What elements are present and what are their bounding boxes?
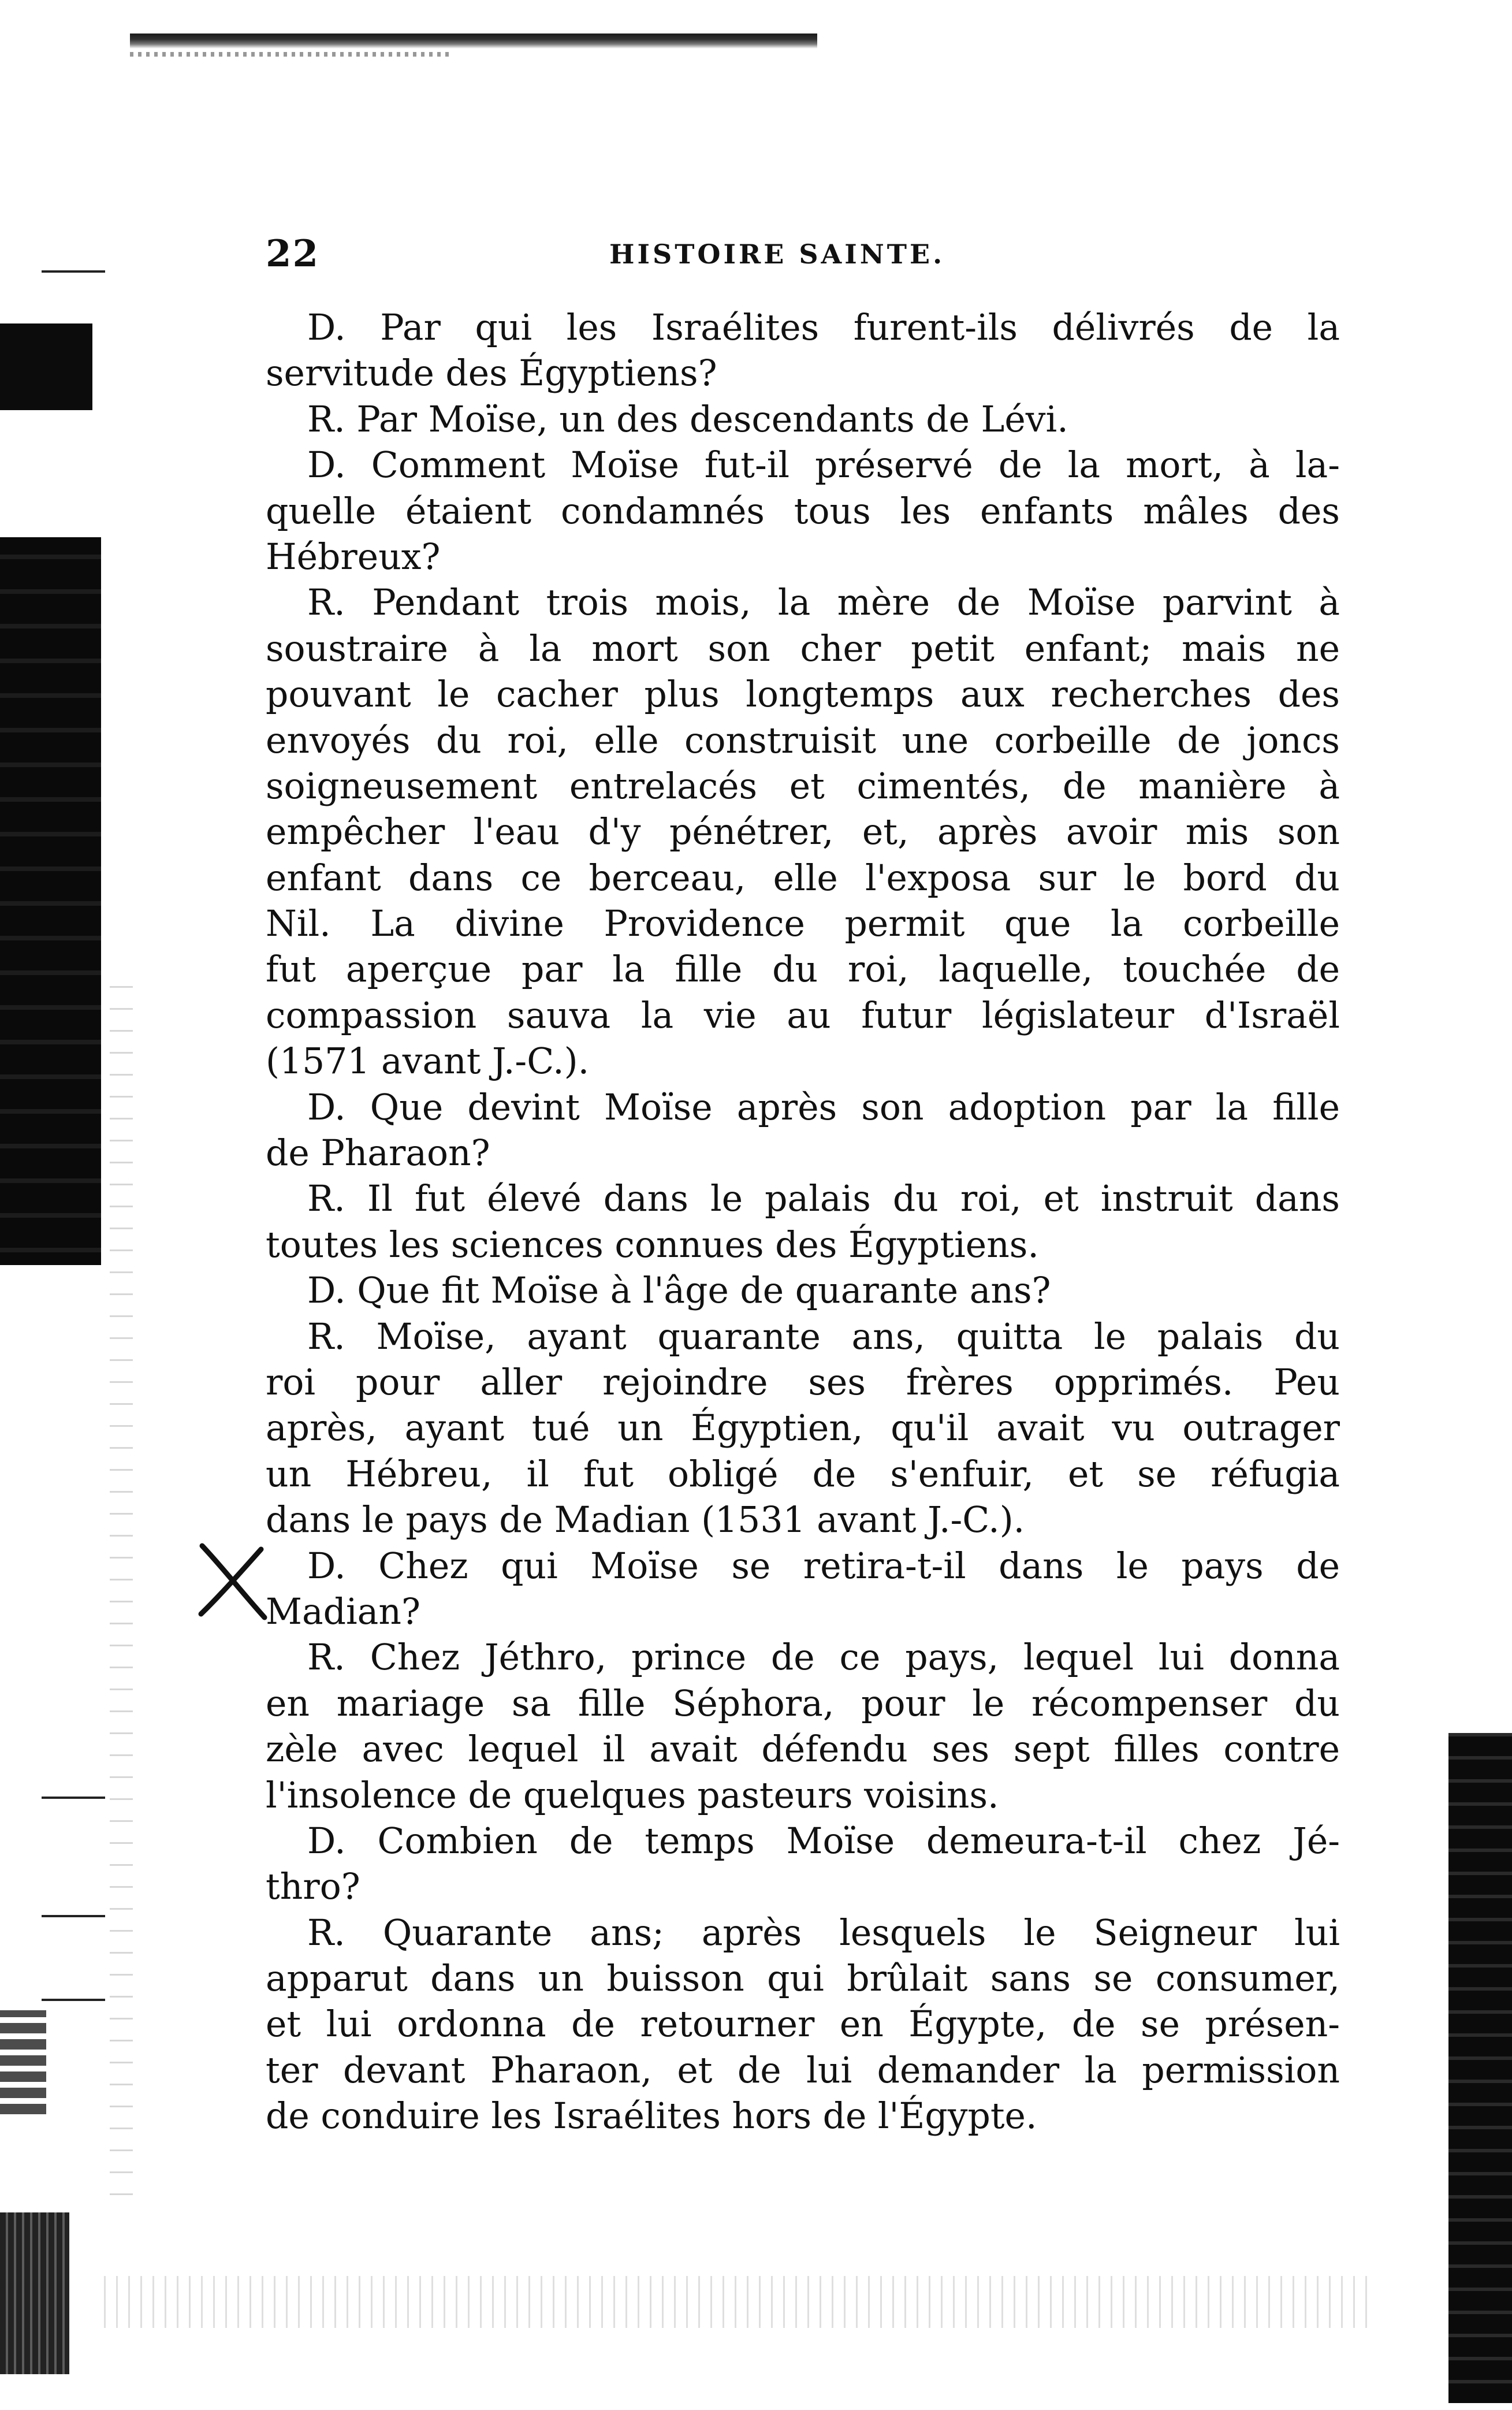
margin-rule bbox=[42, 1999, 105, 2001]
page-body-text bbox=[266, 305, 1340, 2140]
margin-rule bbox=[42, 1915, 105, 1917]
text-line: (1571 avant J.-C.). bbox=[266, 1040, 590, 1083]
text-line: apparut dans un buisson qui brûlait sans se consumer, bbox=[266, 1958, 1340, 2000]
text-line: D. Combien de temps Moïse demeura-t-il chez Jé- bbox=[307, 1820, 1340, 1862]
text-line: D. Que fit Moïse à l'âge de quarante ans? bbox=[307, 1270, 1051, 1312]
text-line: en mariage sa fille Séphora, pour le récompenser du bbox=[266, 1682, 1340, 1724]
text-line: R. Par Moïse, un des descendants de Lévi. bbox=[307, 398, 1068, 440]
page-number: 22 bbox=[266, 232, 320, 276]
text-line: soigneusement entrelacés et cimentés, de manière à bbox=[266, 765, 1340, 807]
binding-shadow-bottom bbox=[0, 2212, 69, 2374]
text-line: l'insolence de quelques pasteurs voisins. bbox=[266, 1774, 999, 1816]
text-line: après, ayant tué un Égyptien, qu'il avait vu outrager bbox=[266, 1407, 1340, 1449]
text-line: servitude des Égyptiens? bbox=[266, 352, 717, 395]
text-line: R. Chez Jéthro, prince de ce pays, lequel lui donna bbox=[307, 1637, 1340, 1679]
text-line: thro? bbox=[266, 1866, 360, 1908]
text-line: zèle avec lequel il avait défendu ses sept filles contre bbox=[266, 1728, 1340, 1771]
text-line: D. Par qui les Israélites furent-ils délivrés de la bbox=[307, 307, 1340, 348]
text-line: un Hébreu, il fut obligé de s'enfuir, et se réfugia bbox=[266, 1453, 1340, 1495]
text-line: de Pharaon? bbox=[266, 1132, 490, 1174]
binding-shadow-right bbox=[1448, 1733, 1512, 2403]
text-line: envoyés du roi, elle construisit une corbeille de joncs bbox=[266, 719, 1340, 761]
text-line: quelle étaient condamnés tous les enfants mâles des bbox=[266, 490, 1340, 532]
binding-shadow-lower bbox=[0, 2010, 46, 2114]
text-line: R. Moïse, ayant quarante ans, quitta le palais du bbox=[307, 1315, 1340, 1358]
margin-rule bbox=[42, 1797, 105, 1799]
text-line: roi pour aller rejoindre ses frères opprimés. Peu bbox=[266, 1361, 1340, 1403]
text-line: Madian? bbox=[266, 1590, 420, 1632]
text-line: compassion sauva la vie au futur législateur d'Israël bbox=[266, 994, 1340, 1036]
running-head bbox=[266, 225, 1357, 283]
text-line: ter devant Pharaon, et de lui demander la permission bbox=[266, 2049, 1340, 2091]
scan-edge-noise bbox=[130, 52, 453, 57]
binding-shadow-middle bbox=[0, 537, 101, 1265]
text-line: Nil. La divine Providence permit que la corbeille bbox=[266, 903, 1340, 945]
text-line: Hébreux? bbox=[266, 535, 441, 578]
text-line: R. Quarante ans; après lesquels le Seigneur lui bbox=[307, 1911, 1340, 1954]
text-line: R. Pendant trois mois, la mère de Moïse parvint à bbox=[307, 582, 1340, 624]
text-line: D. Chez qui Moïse se retira-t-il dans le pays de bbox=[307, 1545, 1340, 1587]
text-line: dans le pays de Madian (1531 avant J.-C.). bbox=[266, 1499, 1025, 1541]
scan-edge-bar bbox=[130, 34, 817, 49]
text-line: D. Que devint Moïse après son adoption par la fille bbox=[307, 1086, 1340, 1128]
text-line: soustraire à la mort son cher petit enfant; mais ne bbox=[266, 627, 1340, 670]
bottom-edge-noise bbox=[104, 2276, 1375, 2328]
text-line: de conduire les Israélites hors de l'Égypte. bbox=[266, 2095, 1037, 2137]
margin-noise bbox=[110, 982, 133, 2195]
running-title: HISTOIRE SAINTE. bbox=[609, 239, 945, 270]
text-line: enfant dans ce berceau, elle l'exposa sur le bord du bbox=[266, 857, 1340, 899]
margin-rule bbox=[42, 270, 105, 273]
text-line: pouvant le cacher plus longtemps aux recherches des bbox=[266, 674, 1340, 716]
text-line: D. Comment Moïse fut-il préservé de la mort, à la- bbox=[307, 444, 1340, 486]
text-line: fut aperçue par la fille du roi, laquelle, touchée de bbox=[266, 949, 1340, 991]
handwritten-x-mark bbox=[196, 1541, 271, 1622]
text-line: empêcher l'eau d'y pénétrer, et, après avoir mis son bbox=[266, 811, 1340, 853]
text-line: et lui ordonna de retourner en Égypte, de se présen- bbox=[266, 2003, 1340, 2045]
text-line: toutes les sciences connues des Égyptiens. bbox=[266, 1223, 1039, 1266]
text-line: R. Il fut élevé dans le palais du roi, et instruit dans bbox=[307, 1178, 1340, 1220]
binding-shadow-top bbox=[0, 323, 92, 410]
